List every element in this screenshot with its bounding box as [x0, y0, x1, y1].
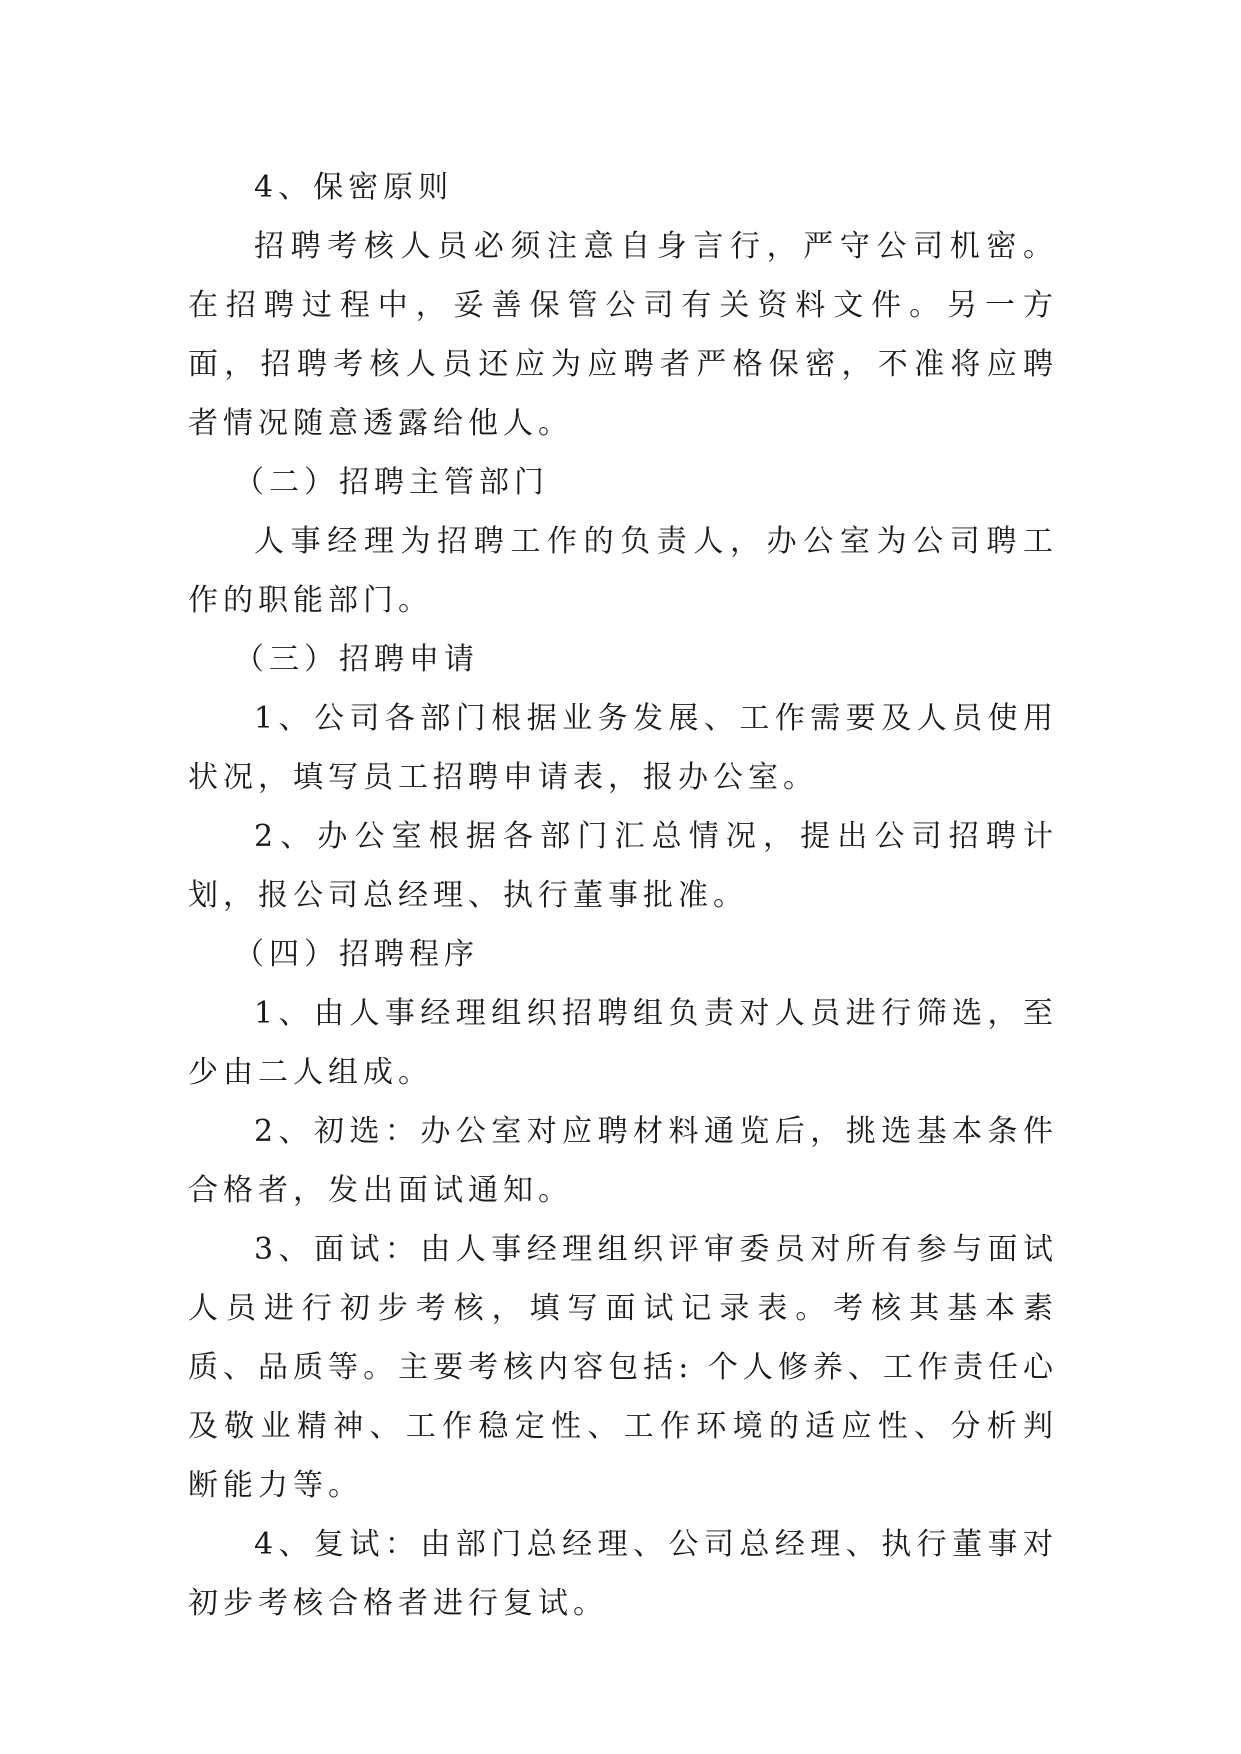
- paragraph-procedure-step-1: 1、由人事经理组织招聘组负责对人员进行筛选，至少由二人组成。: [188, 996, 1058, 1090]
- paragraph-confidentiality: 招聘考核人员必须注意自身言行，严守公司机密。在招聘过程中，妥善保管公司有关资料文件。另一方面，招聘考核人员还应为应聘者严格保密，不准将应聘者情况随意透露给他人。: [188, 229, 1058, 441]
- document-body: [188, 158, 1058, 1633]
- paragraph-procedure-step-4: 4、复试：由部门总经理、公司总经理、执行董事对初步考核合格者进行复试。: [188, 1527, 1058, 1621]
- paragraph-recruitment-department: 人事经理为招聘工作的负责人，办公室为公司聘工作的职能部门。: [188, 524, 1058, 618]
- section-heading-recruitment-procedure: （四）招聘程序: [234, 937, 479, 972]
- paragraph-application-step-1: 1、公司各部门根据业务发展、工作需要及人员使用状况，填写员工招聘申请表，报办公室。: [188, 701, 1058, 795]
- section-heading-confidentiality: 4、保密原则: [254, 170, 454, 205]
- section-heading-recruitment-department: （二）招聘主管部门: [234, 465, 549, 500]
- paragraph-procedure-step-2: 2、初选：办公室对应聘材料通览后，挑选基本条件合格者，发出面试通知。: [188, 1114, 1058, 1208]
- paragraph-procedure-step-3: 3、面试：由人事经理组织评审委员对所有参与面试人员进行初步考核，填写面试记录表。考核其基本素质、品质等。主要考核内容包括: 个人修养、工作责任心及敬业精神、工作稳定性、工作环境的适应性、分析判断能力等。: [188, 1232, 1058, 1503]
- paragraph-application-step-2: 2、办公室根据各部门汇总情况，提出公司招聘计划，报公司总经理、执行董事批准。: [188, 819, 1058, 913]
- section-heading-recruitment-application: （三）招聘申请: [234, 642, 479, 677]
